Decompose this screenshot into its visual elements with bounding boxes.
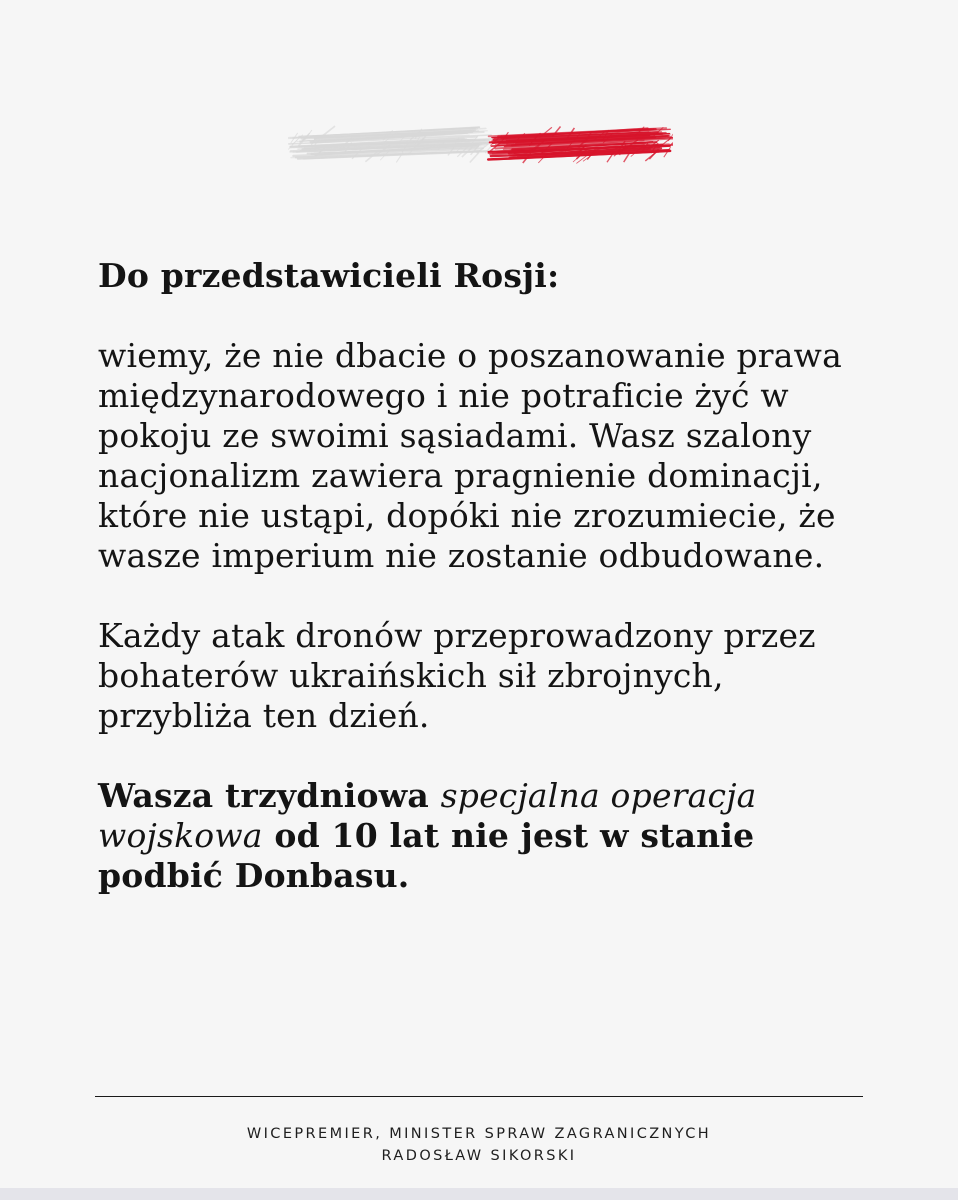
- flag-brush-stroke-icon: [288, 122, 673, 166]
- red-brush-stroke: [488, 127, 673, 164]
- letter-paragraph-1: wiemy, że nie dbacie o poszanowanie prawa międzynarodowego i nie potraficie żyć w pokoju ze swoimi sąsiadami. Wasz szalony nacjonalizm zawiera pragnienie dominacji, które nie ustąpi, dopóki nie zrozumiecie, że wasze imperium nie zostanie odbudowane.: [98, 336, 842, 575]
- letter-closing: [98, 776, 888, 896]
- letter-paragraph-2: Każdy atak dronów przeprowadzony przez bohaterów ukraińskich sił zbrojnych, przybliża ten dzień.: [98, 616, 816, 735]
- signature-divider: [95, 1096, 863, 1097]
- closing-lead: Wasza trzydniowa: [98, 776, 441, 815]
- signature-title: WICEPREMIER, MINISTER SPRAW ZAGRANICZNYCH: [246, 1126, 712, 1142]
- closing-tail: od 10 lat nie jest w stanie podbić Donbasu.: [98, 816, 755, 895]
- signature-name: RADOSŁAW SIKORSKI: [381, 1148, 577, 1164]
- letter-body: [98, 256, 888, 896]
- letter-heading: Do przedstawicieli Rosji:: [98, 256, 560, 295]
- bottom-edge-bar: [0, 1188, 958, 1200]
- closing-italic-phrase: specjalna operacja wojskowa: [98, 776, 757, 855]
- white-brush-stroke: [288, 126, 494, 162]
